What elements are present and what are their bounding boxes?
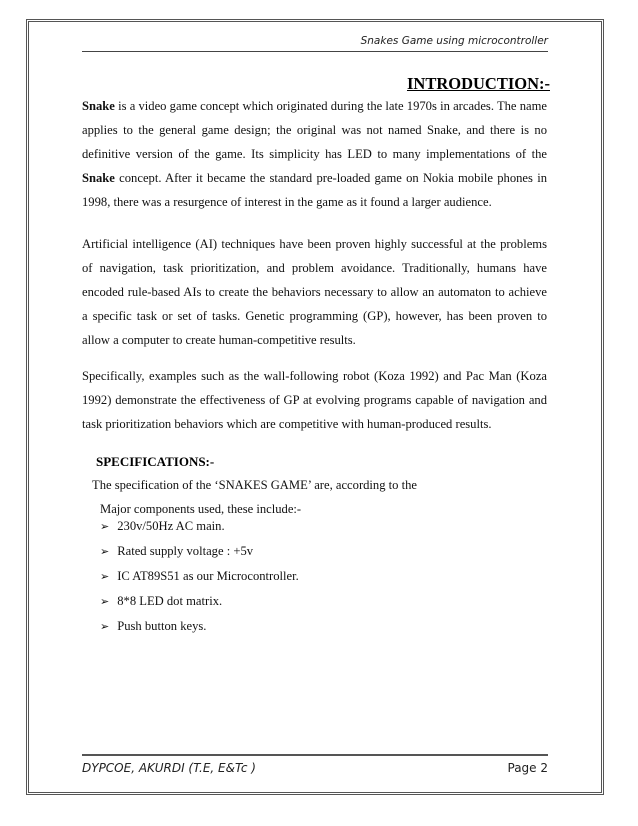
running-header: Snakes Game using microcontroller — [360, 35, 548, 47]
arrow-bullet-icon: ➢ — [100, 570, 110, 583]
paragraph-intro-text-1: is a video game concept which originated during the late 1970s in arcades. The name applies to the general game design; the original was not named Snake, and there is no definitive version of the game. Its simplicity has LED to many implementations of the — [82, 99, 547, 161]
list-item: ➢ IC AT89S51 as our Microcontroller. — [100, 569, 299, 583]
list-item: ➢ 8*8 LED dot matrix. — [100, 594, 223, 608]
list-item: ➢ 230v/50Hz AC main. — [100, 519, 225, 533]
paragraph-ai: Artificial intelligence (AI) techniques have been proven highly successful at the problems of navigation, task prioritization, and problem avoidance. Traditionally, humans have encoded rule-based AIs to create the behaviors necessary to allow an automaton to achieve a specific task or set of tasks. Genetic programming (GP), however, has been proven to allow a computer to create human-competitive results. — [82, 237, 547, 347]
arrow-bullet-icon: ➢ — [100, 545, 110, 558]
specifications-intro-line-1: The specification of the ‘SNAKES GAME’ are, according to the — [92, 478, 418, 492]
paragraph-intro — [82, 94, 547, 214]
footer-divider — [82, 754, 548, 756]
page-number: Page 2 — [507, 761, 548, 775]
arrow-bullet-icon: ➢ — [100, 620, 110, 633]
specifications-heading: SPECIFICATIONS:- — [96, 454, 215, 469]
header-divider — [82, 51, 548, 52]
specifications-list — [100, 514, 299, 639]
arrow-bullet-icon: ➢ — [100, 520, 110, 533]
arrow-bullet-icon: ➢ — [100, 595, 110, 608]
footer-institution: DYPCOE, AKURDI (T.E, E&Tc ) — [82, 761, 256, 775]
page-title: INTRODUCTION:- — [406, 74, 550, 93]
list-item: ➢ Rated supply voltage : +5v — [100, 544, 254, 558]
paragraph-gp-examples: Specifically, examples such as the wall-following robot (Koza 1992) and Pac Man (Koza 1992) demonstrate the effectiveness of GP at evolving programs capable of navigation and task prioritization behaviors which are competitive with human-produced results. — [82, 369, 547, 431]
keyword-snake: Snake — [82, 99, 115, 113]
specifications-intro-line-2: Major components used, these include:- — [100, 502, 302, 516]
list-item: ➢ Push button keys. — [100, 619, 207, 633]
paragraph-intro-text-2: concept. After it became the standard pre-loaded game on Nokia mobile phones in 1998, there was a resurgence of interest in the game as it found a larger audience. — [82, 171, 547, 209]
keyword-snake: Snake — [82, 171, 115, 185]
